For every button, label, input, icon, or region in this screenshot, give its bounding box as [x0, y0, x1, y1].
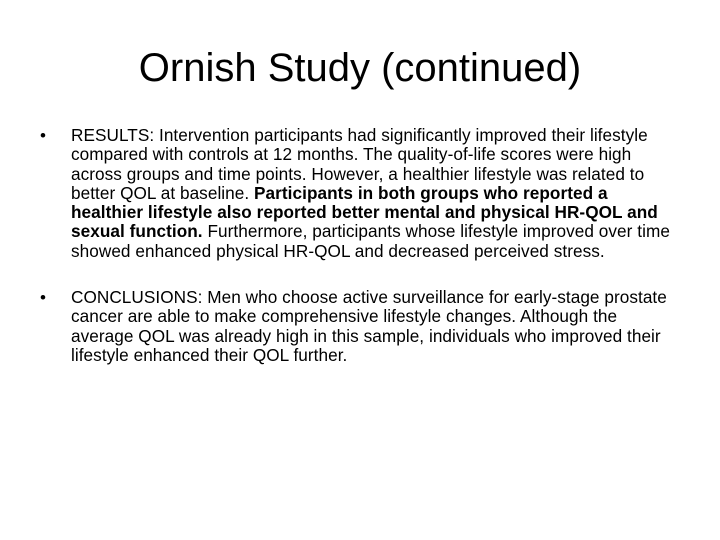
bullet-icon: • — [40, 288, 47, 308]
bullet-conclusions — [30, 288, 680, 365]
bullet-results — [30, 126, 680, 261]
bullet-icon: • — [40, 126, 47, 145]
results-bold-text: Participants in both groups who reported a healthier lifestyle also reported better mental and physical HR-QOL and sexual function. — [71, 182, 658, 242]
results-text-part-2: Furthermore, participants whose lifestyle improved over time showed enhanced physical HR-QOL and decreased perceived stress. — [71, 221, 670, 261]
conclusions-text: CONCLUSIONS: Men who choose active surveillance for early-stage prostate cancer are able to make comprehensive lifestyle changes. Although the average QOL was already high in this sample, individuals who improved their lifestyle enhanced their QOL further. — [71, 287, 667, 365]
results-text-part-1: RESULTS: Intervention participants had significantly improved their lifestyle compared with controls at 12 months. The quality-of-life scores were high across groups and time points. However, a healthier lifestyle was related to better QOL at baseline. — [71, 125, 648, 203]
slide-title: Ornish Study (continued) — [138, 46, 582, 90]
bullet-list — [30, 126, 680, 365]
